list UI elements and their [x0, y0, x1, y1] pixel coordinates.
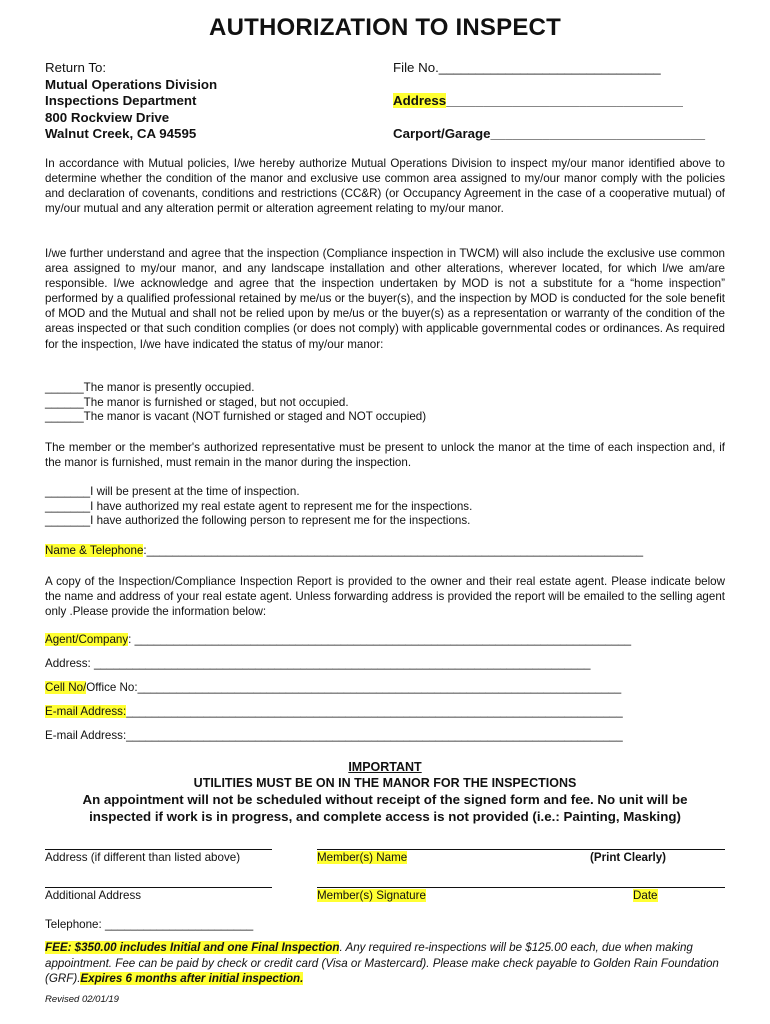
return-to-line4: Walnut Creek, CA 94595: [45, 126, 197, 141]
name-telephone-field[interactable]: [45, 544, 643, 557]
return-to-line1: Mutual Operations Division: [45, 76, 218, 92]
status-option-occupied[interactable]: ______The manor is presently occupied.: [45, 381, 255, 394]
additional-address-line[interactable]: [45, 887, 272, 888]
email-label-1: E-mail Address:: [45, 705, 127, 718]
agent-company-label: Agent/Company: [45, 633, 129, 646]
utilities-notice: UTILITIES MUST BE ON IN THE MANOR FOR THE INSPECTIONS: [193, 776, 577, 790]
members-signature-line[interactable]: [317, 887, 725, 888]
status-option-vacant[interactable]: ______The manor is vacant (NOT furnished or staged and NOT occupied): [45, 410, 427, 424]
return-to-label: Return To:: [45, 60, 107, 75]
revised-date: Revised 02/01/19: [45, 994, 119, 1005]
office-no-blank: Office No:___________________________________________________________________________: [86, 681, 622, 694]
fee-amount: : $350.00 includes Initial and one Final Inspection: [67, 941, 340, 954]
cell-office-field[interactable]: [45, 681, 621, 694]
return-to-line2: Inspections Department: [45, 93, 197, 108]
members-name-label: Member(s) Name: [317, 851, 408, 864]
members-signature-label: Member(s) Signature: [317, 889, 426, 902]
name-telephone-blank: :_____________________________________________________________________________: [143, 544, 644, 557]
important-heading: IMPORTANT: [348, 760, 422, 774]
fee-label: FEE: [45, 941, 68, 954]
carport-field[interactable]: Carport/Garage_____________________________: [393, 126, 705, 141]
print-clearly-label: (Print Clearly): [590, 851, 667, 864]
presence-paragraph: The member or the member's authorized representative must be present to unlock the manor at the time of each inspection and, if the manor is furnished, must remain in the manor during the inspection.: [45, 441, 725, 470]
form-title: AUTHORIZATION TO INSPECT: [209, 14, 561, 41]
additional-address-label: Additional Address: [45, 889, 142, 902]
email-field-2[interactable]: E-mail Address:_____________________________________________________________________________: [45, 729, 623, 742]
address-label: Address: [393, 93, 447, 108]
presence-options: [45, 485, 472, 529]
status-options: [45, 381, 426, 425]
fee-notice: [45, 940, 725, 987]
understanding-paragraph: I/we further understand and agree that the inspection (Compliance inspection in TWCM) will also include the exclusive use common area assigned to my/our manor, and any landscape installation and other alterations, wherever located, for which I/we am/are responsible. I/we acknowledge and agree that the inspection undertaken by MOD is not a substitute for a “home inspection” performed by a qualified professional retained by me/us or the buyer(s), and the inspection by MOD is conducted for the sole benefit of MOD and the Mutual and shall not be relied upon by me/us or the buyer(s) as a representation or warranty of the condition of the areas inspected or that such condition complies (or does not comply) with applicable governmental codes or ordinances. As required for the inspection, I/we have indicated the status of my/our manor:: [45, 247, 725, 351]
alt-address-label: Address (if different than listed above): [45, 851, 241, 864]
alt-address-line[interactable]: [45, 849, 272, 850]
email-field-1[interactable]: [45, 705, 623, 718]
fee-text: . Any required re-inspections will be $125.00 each, due when making appointment. Fee can be paid by check or credit card (Visa or Mastercard). Please make check payable to Golden Rain Foundation (GRF).: [45, 941, 719, 985]
address-blank: ________________________________: [446, 93, 683, 108]
appointment-notice-1: An appointment will not be scheduled without receipt of the signed form and fee. No unit will be: [82, 792, 688, 807]
return-to-block: [45, 60, 217, 143]
presence-option-agent[interactable]: _______I have authorized my real estate agent to represent me for the inspections.: [45, 499, 473, 513]
agent-company-blank: : _____________________________________________________________________________: [128, 633, 632, 646]
file-no-field[interactable]: File No.______________________________: [393, 60, 661, 75]
status-option-furnished[interactable]: ______The manor is furnished or staged, but not occupied.: [45, 395, 349, 409]
agent-company-field[interactable]: [45, 633, 631, 646]
presence-option-other[interactable]: _______I have authorized the following person to represent me for the inspections.: [45, 514, 471, 528]
email-blank-1: _____________________________________________________________________________: [126, 705, 623, 718]
members-name-line[interactable]: [317, 849, 725, 850]
date-label: Date: [633, 889, 658, 902]
cell-no-label: Cell No/: [45, 681, 87, 694]
presence-option-self[interactable]: _______I will be present at the time of inspection.: [45, 485, 300, 498]
telephone-field[interactable]: Telephone: _______________________: [45, 918, 254, 931]
appointment-notice-2: inspected if work is in progress, and complete access is not provided (i.e.: Painting, Masking): [89, 809, 681, 824]
address-field[interactable]: [393, 93, 683, 108]
report-copy-paragraph: A copy of the Inspection/Compliance Inspection Report is provided to the owner and their real estate agent. Please indicate below the name and address of your real estate agent. Unless forwarding address is provided the report will be emailed to the selling agent only .Please provide the information below:: [45, 575, 725, 619]
agent-address-field[interactable]: Address: _____________________________________________________________________________: [45, 657, 591, 670]
authorization-paragraph: In accordance with Mutual policies, I/we hereby authorize Mutual Operations Division to inspect my/our manor identified above to determine whether the condition of the manor and exclusive use common area assigned to my/our manor comply with the policies and declaration of covenants, conditions and restrictions (CC&R) (or Occupancy Agreement in the case of a cooperative mutual) of my/our mutual and any alteration permit or alteration agreement relating to my/our manor.: [45, 157, 725, 216]
name-telephone-label: Name & Telephone: [45, 544, 144, 557]
fee-expires: Expires 6 months after initial inspection.: [80, 972, 304, 985]
return-to-line3: 800 Rockview Drive: [45, 109, 170, 125]
